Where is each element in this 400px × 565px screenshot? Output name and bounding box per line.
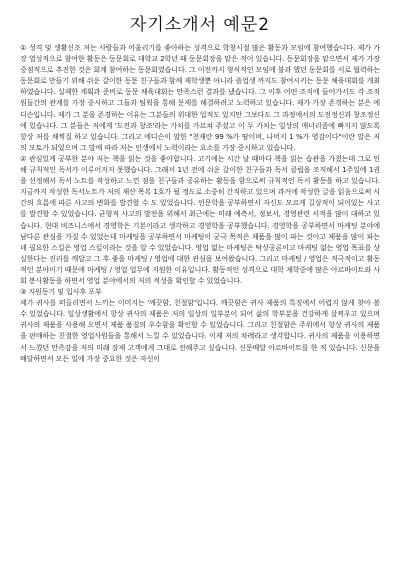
document-title: 자기소개서 예문2 [129,15,271,35]
paragraph-study-interest: ② 관심있게 공부한 분야 저는 책을 읽는 것을 좋아합니다. 고기에는 시간 날 때마다 책을 읽는 습관을 가졌는데 그로 인해 규칙적인 독서가 이루어지지 못했습니다. 그래서 1년 전에 쉬운 갈이한 친구들과 독서 클럽을 조직해서 1주일에 1권을 선정해서 독서 노트를 작성하고 느낀 점을 친구들과 공유하는 활동을 함으로써 규칙적인 독서 활동을 하고 있습니다. 지금까지 작성한 독서노트가 저의 재산 목록 1호가 될 정도로 소중히 간직하고 있으며 과거에 작성한 글을 읽음으로써 시간의 흐름에 따른 사고의 변화를 발견할 수 도 있었습니다. 인문학을 공부하면서 자신도 모르게 길상적이 되어있는 사고를 발견할 수 있었습니다. 균형적 사고의 발전을 위해서 최근에는 미래 예측서, 정보서, 경영관련 서적을 많이 대하고 있습니다. 현대 비즈니스에서 경영학은 기본이라고 생각하고 경영학을 공부했습니다. 경영학을 공부하면서 마케팅 분야에 남다른 관심을 가질 수 있었는데 마케팅을 공부하면서 마케팅이 궁극 목적은 제품을 많이 파는 것이고 제품을 많이 파는 데 필요한 스킬은 영업 스킬이라는 것을 알 수 있었습니다. 영업 없는 마케팅은 탁상공론이고 마케팅 없는 영업 목표를 상실한다는 진리를 깨달고 그 후 좋을 마케팅 / 영업에 대한 관심을 보여왔습니다. 그리고 마케팅 / 영업은 적극적이고 활동적인 분야이기 때문에 마케팅 / 영업 업무에 지원한 이유입니다. 활동적인 성격으로 대학 재학중에 많은 아르바이트와 사회 봉사활동을 하면서 영업 분야에서의 저의 적성을 확인할 수 있었습니다. [20,153,380,285]
paragraph-personality: ① 성격 및 생활신조 저는 사람들과 어울리기를 좋아하는 성격으로 학창시절 많은 활동과 모임에 참여했습니다. 제가 가장 열성적으로 참여한 활동은 동문회로 대학교 2학년 때 동문회장을 맡은 적이 있습니다. 동문회장을 맡으면서 제가 가장 중점적으로 추진한 것은 회계 참여하는 동문회였습니다. 그 이전까지 형식적인 모임에 불과 했던 동문회를 서로 협력하는 동문회로 만들기 위해 쉬운 갈이한 동문 친구들과 함께 재학생뿐 아니라 졸업생 까지도 참여시키는 동문 체육대회를 개최하였습니다. 실제한 계획과 준비로 동문 체육대회는 만족스런 결과를 냈습니다. 그 이후 어떤 조직에 들어가서도 각 조직원들간의 관계를 가장 중시하고 그들과 팀웍을 통해 문제를 해결하려고 노력하고 있습니다. 제가 가장 존경하는 분은 에디슨입니다. 제가 그 분을 존경하는 이유는 그분들의 위대한 업적도 있지만 그보다도 그 과정에서의 도전정신과 창조정신에 있습니다. 그 분들은 저에게 '도전과 창조'라는 가치를 가르쳐 주셨고 이 두 가치는 일상의 매너리즘에 빠지지 않도록 항상 저를 채찍질 하고 있습니다. 그리고 에디슨이 말한 "천재란 99 %가 땀이며, 나머지 1 %가 영감이다"이란 말은 저의 모토가 되었으며 그 말에 따라 저는 인생에서 노력이라는 요소를 가장 중시하고 있습니다. [20,43,380,152]
paragraph-motivation: 제가 귀사를 떠올리면서 느끼는 이미지는 '깨끗함, 친절함'입니다. 깨끗함은 귀사 제품의 특징에서 어렵지 않게 찾아 볼 수 있었습니다. 일상생활에서 항상 귀사의 제품은 저의 일상의 일부분이 되어 삶의 학부분을 건강하게 살찌우고 있으며 귀사의 제품을 사용해 오면서 제품 품질의 우수함을 확인할 수 있었습니다. 그리고 친절함은 주위에서 항상 귀사의 제품을 판매하는 친절한 영업사원들을 통해서 느낄 수 있었습니다. 이제 저의 차례라고 생각합니다. 귀사의 제품을 이용하면서 느꼈던 만족감을 저의 미래 잠재 고객에게 그대로 전해주고 싶습니다. 신문배달 아르바이트를 한 적 있습니다. 신문을 배달하면서 모든 일에 가장 중요한 것은 자신이 [20,298,380,363]
document-body [20,42,380,364]
section-heading-motivation: ③ 지원동기 및 입사후 포부 [20,287,102,297]
